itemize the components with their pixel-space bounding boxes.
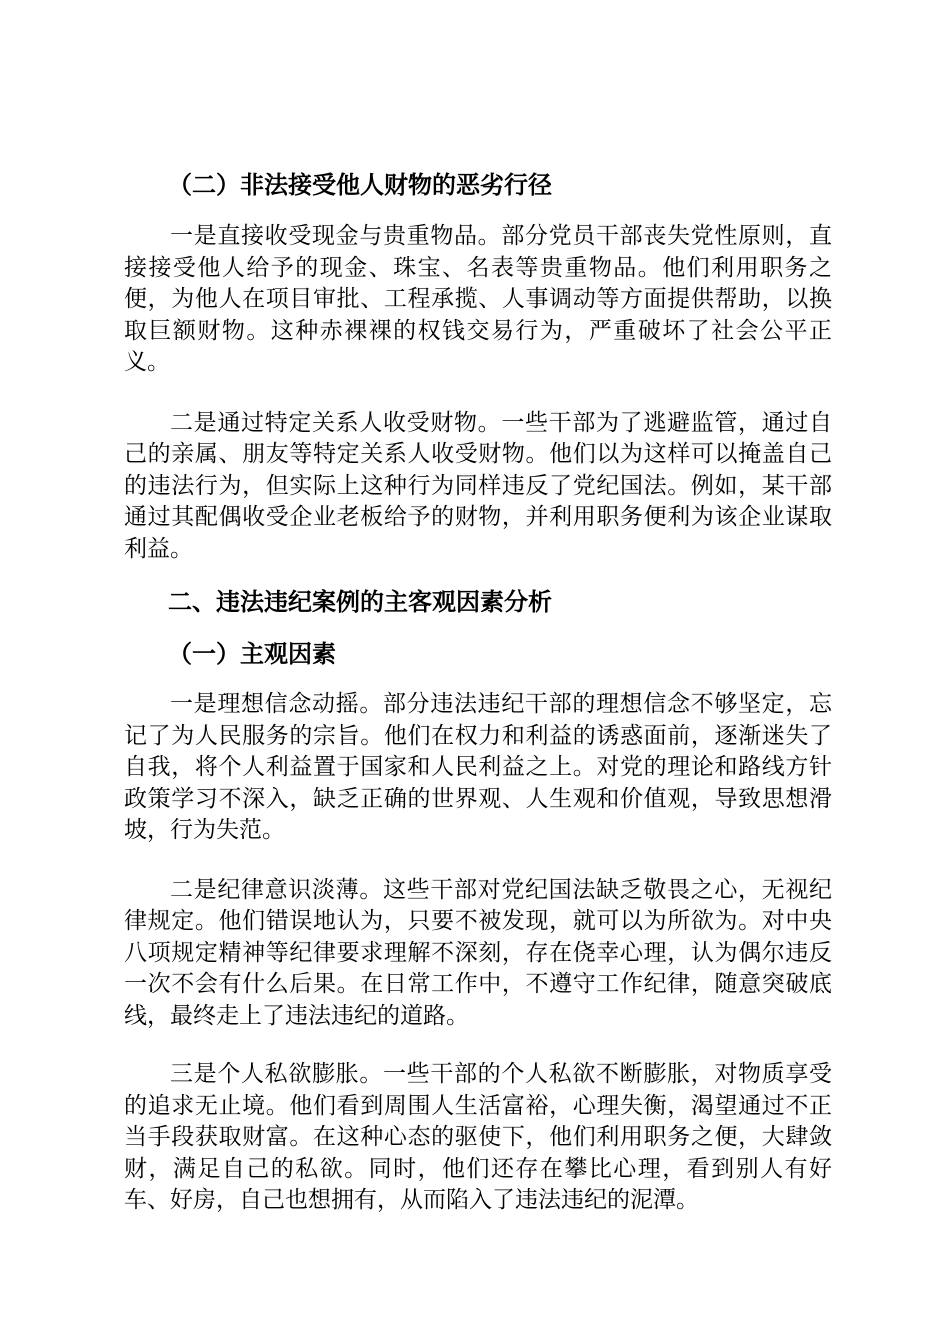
paragraph-weak-discipline: 二是纪律意识淡薄。这些干部对党纪国法缺乏敬畏之心，无视纪律规定。他们错误地认为，只要不被发现，就可以为所欲为。对中央八项规定精神等纪律要求理解不深刻，存在侥幸心理，认为偶尔违反一次不会有什么后果。在日常工作中，不遵守工作纪律，随意突破底线，最终走上了违法违纪的道路。 bbox=[124, 876, 832, 1029]
subsection-heading-subjective-factors: （一）主观因素 bbox=[168, 640, 336, 668]
paragraph-personal-desire: 三是个人私欲膨胀。一些干部的个人私欲不断膨胀，对物质享受的追求无止境。他们看到周围人生活富裕，心理失衡，渴望通过不正当手段获取财富。在这种心态的驱使下，他们利用职务之便，大肆敛财，满足自己的私欲。同时，他们还存在攀比心理，看到别人有好车、好房，自己也想拥有，从而陷入了违法违纪的泥潭。 bbox=[124, 1061, 832, 1213]
paragraph-cash-and-valuables: 一是直接收受现金与贵重物品。部分党员干部丧失党性原则，直接接受他人给予的现金、珠宝、名表等贵重物品。他们利用职务之便，为他人在项目审批、工程承揽、人事调动等方面提供帮助，以换取巨额财物。这种赤裸裸的权钱交易行为，严重破坏了社会公平正义。 bbox=[124, 223, 832, 375]
subsection-heading-illegal-property: （二）非法接受他人财物的恶劣行径 bbox=[168, 171, 552, 199]
section-heading-factor-analysis: 二、违法违纪案例的主客观因素分析 bbox=[168, 588, 552, 616]
paragraph-ideals-wavering: 一是理想信念动摇。部分违法违纪干部的理想信念不够坚定，忘记了为人民服务的宗旨。他们在权力和利益的诱惑面前，逐渐迷失了自我，将个人利益置于国家和人民利益之上。对党的理论和路线方针政策学习不深入，缺乏正确的世界观、人生观和价值观，导致思想滑坡，行为失范。 bbox=[124, 691, 832, 843]
paragraph-specific-relations: 二是通过特定关系人收受财物。一些干部为了逃避监管，通过自己的亲属、朋友等特定关系人收受财物。他们以为这样可以掩盖自己的违法行为，但实际上这种行为同样违反了党纪国法。例如，某干部通过其配偶收受企业老板给予的财物，并利用职务便利为该企业谋取利益。 bbox=[124, 409, 832, 562]
document-page bbox=[124, 168, 832, 1217]
